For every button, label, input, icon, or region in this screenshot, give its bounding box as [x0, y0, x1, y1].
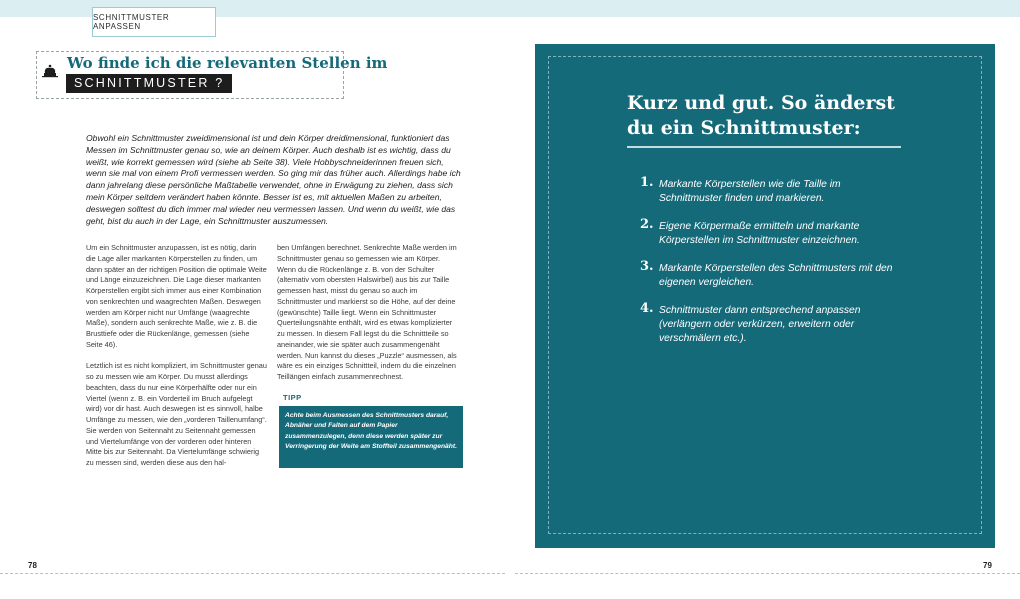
intro-paragraph: Obwohl ein Schnittmuster zweidimensional ist und dein Körper dreidimensional, funktioniert das Messen im Schnittmuster genau so, wie an deinem Körper. Auch deshalb ist es wichtig, dass du weißt, wie korrekt gemessen wird (siehe ab Seite 38). Viele Hobbyschneiderinnen freuen sich, wenn sie mal von einem Profi vermessen werden. So ging mir das früher auch. Allerdings habe ich dann jahrelang diese persönliche Maßtabelle verwendet, ohne in Erwägung zu ziehen, dass sich mein Körper seitdem verändert haben könnte. Besser ist es, mit aktuellen Maßen zu arbeiten, deswegen solltest du dich immer mal wieder neu vermessen lassen. Und wenn du weißt, wie das geht, bist du auch in der Lage, ein Schnittmuster auszumessen.: [86, 133, 461, 226]
step-text: Eigene Körpermaße ermitteln und markante Körperstellen im Schnittmuster einzeichnen.: [659, 221, 860, 246]
step-number: 1.: [640, 175, 654, 190]
tip-box: [279, 406, 463, 468]
section-heading: Wo finde ich die relevanten Stellen im: [67, 54, 388, 72]
summary-divider: [627, 146, 901, 148]
step-number: 2.: [640, 217, 654, 232]
step-text: Schnittmuster dann entsprechend anpassen (verlängern oder verkürzen, erweitern oder verschmälern etc.).: [659, 305, 861, 344]
chapter-title: SCHNITTMUSTER ANPASSEN: [93, 13, 170, 31]
chapter-tab: [92, 7, 216, 37]
step-text: Markante Körperstellen des Schnittmusters mit den eigenen vergleichen.: [659, 263, 893, 288]
step-item: [640, 217, 900, 248]
body-paragraph: Um ein Schnittmuster anzupassen, ist es nötig, darin die Lage aller markanten Körperstellen zu finden, um dann später an der richtigen Position die optimale Weite und Länge einzuzeichnen. Die Lage dieser markanten Körperstellen ergibt sich immer aus einer Kombination von senkrechten und waagrechten Maßen. Deswegen werden am Körper nicht nur Umfänge (waagrechte Maße), sondern auch senkrechte Maße, wie z. B. die Brusttiefe oder die Rückenlänge, gemessen (siehe Seite 46).: [86, 243, 267, 349]
chef-hat-icon: [42, 64, 58, 78]
tip-label: TIPP: [283, 393, 302, 402]
page-number-right: 79: [983, 561, 992, 570]
step-item: [640, 259, 900, 290]
footer-divider-right: [515, 573, 1020, 574]
footer-divider-left: [0, 573, 505, 574]
step-list: [640, 175, 900, 346]
step-number: 3.: [640, 259, 654, 274]
body-column-left: [86, 243, 268, 469]
step-item: [640, 301, 900, 346]
page-number-left: 78: [28, 561, 37, 570]
body-column-right: [277, 243, 459, 383]
step-item: [640, 175, 900, 206]
step-text: Markante Körperstellen wie die Taille im Schnittmuster finden und markieren.: [659, 179, 841, 204]
body-paragraph: Letztlich ist es nicht kompliziert, im Schnittmuster genau so zu messen wie am Körper. Du musst allerdings beachten, dass du nur eine Körperhälfte oder nur ein Viertel (wenn z. B. ein Vorderteil im Bruch aufgelegt wird) vor dir hast. Auch deswegen ist es sinnvoll, halbe Umfänge zu messen, wie den „vorderen Taillenumfang“. Sie werden von Seitennaht zu Seitennaht gemessen und Viertelumfänge von der vorderen oder hinteren Mitte bis zur Seitennaht. Da Viertelumfänge schwierig zu messen sind, werden diese aus den hal-: [86, 361, 267, 467]
tip-text: Achte beim Ausmessen des Schnittmusters darauf, Abnäher und Falten auf dem Papier zusammenzulegen, denn diese werden später zur Verringerung der Weite am Stoffteil zusammengenäht.: [285, 412, 457, 450]
body-paragraph: ben Umfängen berechnet. Senkrechte Maße werden im Schnittmuster genau so gemessen wie am Körper. Wenn du die Rückenlänge z. B. von der Schulter (alternativ vom obersten Halswirbel) aus bis zur Taille gemessen hast, misst du genau so auch im Schnittmuster und markierst so die Höhe, auf der deine (gewünschte) Taille liegt. Wenn ein Schnittmuster Querteilungsnähte enthält, wird es etwas komplizierter zu messen. In diesem Fall legst du die Schnittteile so aneinander, wie sie später auch zusammengenäht werden. Nun kannst du dieses „Puzzle“ ausmessen, als wäre es ein einziges Schnittteil, indem du die einzelnen Teillängen einfach zusammenrechnest.: [277, 243, 457, 381]
step-number: 4.: [640, 301, 654, 316]
section-heading-highlight: SCHNITTMUSTER ?: [66, 74, 232, 93]
summary-title: Kurz und gut. So änderst du ein Schnittmuster:: [627, 92, 895, 139]
